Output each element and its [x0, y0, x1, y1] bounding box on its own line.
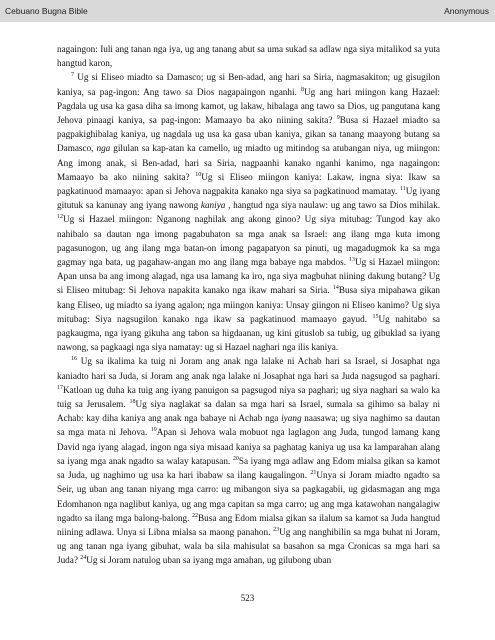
verse-text: Unya si Joram miadto ngadto sa Seir, ug uban ang tanan niyang mga carro: ug mibangon siya sa pagkagabii, ug gidasmagan ang mga Edomhanon nga naglibut kaniya, ug ang mga capitan sa mga carro; ug ang mga katawohan nangalagiw ngadto sa ilang mga balong-balong. — [57, 470, 440, 523]
verse-text: Ug ang nanghibilin sa mga buhat ni Joram, ug ang tanan nga iyang gibuhat, wala ba sila mahisulat sa basahon sa mga Cronicas sa mga hari sa Juda? — [57, 526, 440, 566]
verse-text: Apan si Jehova wala mobuot nga laglagon ang Juda, tungod lamang kang David nga iyang alagad, ingon nga siya misaad kaniya sa paghatag kaniya ug usa ka lamparahan alang sa iyang mga anak ngadto sa walay katapusan. — [57, 427, 440, 466]
verse-number: 12 — [57, 214, 63, 221]
body-text — [57, 42, 440, 568]
verse-number: 10 — [195, 171, 202, 178]
italic-word: iyang — [281, 413, 302, 424]
verse-number: 19 — [150, 427, 157, 434]
verse-text: Busa ang Edom mialsa gikan sa ilalum sa kamot sa Juda hangtud niining adlawa. Unya si Libna mialsa sa maong panahon. — [57, 512, 440, 537]
verse-number: 14 — [332, 285, 339, 292]
verse-text: gilulan sa kap-atan ka camello, ug miadto ug mitindog sa atubangan niya, ug miingon: Ang imong anak, si Ben-adad, hari sa Siria, nagpaanhi kanako nganhi kanimo, nga nagaingon: Mamaayo ba ako niining sakita? — [57, 143, 440, 182]
verse-text: Ug si Eliseo miadto sa Damasco; ug si Ben-adad, ang hari sa Siria, nagmasakiton; ug gisugilon kaniya, sa pag-ingon: Ang tawo sa Dios nagapaingon nganhi. — [57, 72, 440, 97]
verse-text: , hangtud nga siya naulaw: ug ang tawo sa Dios mihilak. — [225, 200, 441, 211]
verse-number: 16 — [71, 356, 77, 363]
verse-text: Ug si Hazael miingon: Apan unsa ba ang imong alagad, nga usa lamang ka iro, nga siya magbuhat niining dakung butang? Ug si Eliseo mitubag: Si Jehova napakita kanako nga ikaw mahari sa Siria. — [57, 257, 440, 296]
verse-number: 21 — [310, 470, 317, 477]
verse-text: Ug si Eliseo miingon kaniya: Lakaw, ingna siya: Ikaw sa pagkatinuod mamaayo: apan si Jehova nagpakita kanako nga siya sa pagkatinuod mamatay. — [57, 171, 440, 197]
verse-text: Ug si Hazael miingon: Nganong naghilak ang akong ginoo? Ug siya mitubag: Tungod kay ako nahibalo sa dautan nga imong pagabuhaton sa mga anak sa Israel: ang ilang mga kuta imong pagasunogon, ug ang ilang mga batan-on imong pagapatyon sa pinuti, ug magadugmok ka sa mga gagmay nga bata, ug pagahaw-angan mo ang ilang mga babaye nga mabdos. — [57, 214, 440, 268]
verse-number: 22 — [192, 512, 199, 519]
verse-text: Busa siya mipahawa gikan kang Eliseo, ug miadto sa iyang agalon; nga miingon kaniya: Unsay giingon ni Eliseo kanimo? Ug siya mitubag: Siya nagsugilon kanako nga ikaw sa pagkatinuod mamaayo gayud. — [57, 285, 440, 324]
verse-number: 7 — [71, 72, 74, 79]
verse-text: Busa si Hazael miadto sa pagpakighibalag kaniya, ug nagdala ug usa ka gasa uban kaniya, gikan sa tanang maayong butang sa Damasco, — [57, 115, 440, 154]
verse-text: naasawa; ug siya naghimo sa dautan sa mga mata ni Jehova. — [57, 413, 440, 438]
paragraph-continuation — [57, 42, 440, 70]
paragraph-verses-16-24 — [57, 354, 440, 567]
verse-text: Ug siya naglakat sa dalan sa mga hari sa Israel, sumala sa gihimo sa balay ni Achab: kay diha kaniya ang anak nga babaye ni Achab nga — [57, 399, 440, 424]
author-name: Anonymous — [444, 6, 489, 16]
verse-number: 20 — [232, 455, 239, 462]
verse-number: 15 — [372, 313, 379, 320]
verse-number: 11 — [399, 185, 406, 192]
verse-text: Ug nahitabo sa pagkaugma, nga iyang gikuha ang tabon sa higdaanan, ug kini gituslob sa tubig, ug gibuklad sa iyang nawong, sa pagkaagi nga siya namatay: ug si Hazael naghari nga ilis kaniya. — [57, 313, 440, 353]
italic-word: kaniya — [200, 200, 226, 211]
verse-number: 17 — [57, 384, 63, 391]
italic-word: nga — [96, 143, 111, 154]
verse-text: Ug si Joram natulog uban sa iyang mga amahan, ug gilubong uban — [86, 555, 332, 566]
verse-text: Ug sa ikalima ka tuig ni Joram ang anak nga lalake ni Achab hari sa Israel, si Josaphat nga kaniadto hari sa Juda, si Joram ang anak nga lalake ni Josaphat nga hari sa Juda nagsugod sa paghari. — [57, 356, 440, 381]
verse-text: Katloan ug duha ka tuig ang iyang panuigon sa pagsugod niya sa paghari; ug siya naghari sa walo ka tuig sa Jerusalem. — [57, 384, 440, 410]
verse-number: 24 — [80, 555, 87, 562]
book-title: Cebuano Bugna Bible — [5, 6, 88, 16]
verse-number: 13 — [348, 256, 355, 263]
paragraph-verses-7-15 — [57, 70, 440, 354]
page-header — [0, 0, 495, 22]
verse-number: 8 — [300, 86, 304, 93]
page-number: 523 — [240, 593, 255, 603]
verse-number: 18 — [129, 399, 136, 406]
verse-text: Ug ang hari miingon kang Hazael: Pagdala ug usa ka gasa diha sa imong kamot, ug lakaw, hibalaga ang tawo sa Dios, ug pangutana kang Jehova pinaagi kaniya, sa pag-ingon: Mamaayo ba ako niining sakita? — [57, 86, 440, 126]
verse-text: Ug iyang gitutuk sa kanunay ang iyang nawong — [57, 186, 441, 211]
verse-text: Sa iyang mga adlaw ang Edom mialsa gikan sa kamot sa Juda, ug naghimo ug usa ka hari ibabaw sa ilang kaugalingon. — [57, 455, 440, 481]
verse-number: 23 — [273, 526, 280, 533]
text-span: nagaingon: Iuli ang tanan nga iya, ug ang tanang abut sa uma sukad sa adlaw nga siya mitalikod sa yuta hangtud karon, — [57, 44, 440, 69]
verse-number: 9 — [336, 114, 340, 121]
